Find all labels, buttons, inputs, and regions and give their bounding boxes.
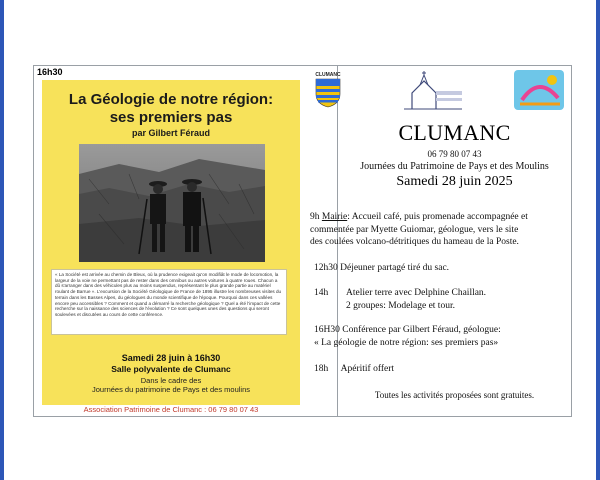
schedule-text: Apéritif offert <box>340 364 394 374</box>
schedule-line: des coulées volcano-détritiques du hameau de la Poste. <box>310 237 519 247</box>
poster-frame-line-1: Dans le cadre des <box>140 376 202 385</box>
schedule-text: Déjeuner partagé tiré du sac. <box>340 263 450 273</box>
footer-note: Toutes les activités proposées sont gratuites. <box>374 390 535 400</box>
jpp-logo-icon <box>514 70 564 110</box>
schedule-item-lunch <box>314 262 564 275</box>
schedule-text: : Accueil café, puis promenade accompagnée et <box>347 212 528 222</box>
schedule-line: 2 groupes: Modelage et tour. <box>346 300 455 311</box>
poster-association: Association Patrimoine de Clumanc : 06 79 80 07 43 <box>83 405 259 414</box>
page-frame-left <box>0 0 4 480</box>
schedule-time: 12h30 <box>314 263 338 273</box>
event-date: Samedi 28 juin 2025 <box>396 174 513 189</box>
church-logo-icon <box>400 71 466 111</box>
schedule-time: 14h <box>314 288 329 298</box>
poster-frame-line-2: Journées du patrimoine de Pays et des moulins <box>91 385 250 394</box>
page-frame-right <box>596 0 600 480</box>
schedule-time: 9h <box>310 212 320 222</box>
schedule-place: Mairie <box>321 212 348 222</box>
schedule-time: 18h <box>314 364 329 374</box>
crest-shield-icon <box>314 78 342 108</box>
schedule-item-workshop <box>346 287 566 312</box>
contact-phone: 06 79 80 07 43 <box>427 149 482 159</box>
conference-poster <box>42 80 300 414</box>
poster-author: par Gilbert Féraud <box>131 128 211 138</box>
poster-venue: Salle polyvalente de Clumanc <box>111 364 231 374</box>
schedule-line: commentée par Myette Guiomar, géologue, vers le site <box>310 224 519 235</box>
schedule-line: Atelier terre avec Delphine Chaillan. <box>346 288 487 298</box>
schedule-item-conference <box>314 324 568 349</box>
event-name: Journées du Patrimoine de Pays et des Moulins <box>360 161 549 172</box>
poster-title-line-1: La Géologie de notre région: <box>68 91 274 108</box>
clumanc-crest-title: CLUMANC <box>315 72 341 78</box>
poster-title <box>42 91 300 127</box>
poster-quote: « La Société est arrivée au chemin de Bleux, où la prudence exigeait qu'on modifiât le mode de locomotion, la largeur de la voie ne permettant pas de rester dans des omnibus ou autres voitures à quatre roues. Chacun a dû s'arranger dans des véhicules plus au moins suspendus, représentant le plus grande partie au matériel roulant de Barrue ». L'excursion de la Société Géologique de France de 1895 illustre les nombreuses visites du terrain dans les Basses Alpes, du géologues du monde scientifique de l'époque. Pourquoi dans ces vallées encore peu accessibles ? Comment et quand a démarré la recherche géologique ? Quel a été l'impact de cette recherche sur la naissance des sciences de l'évolution ? Ce sont quelques unes des questions qui seront soulevées et discutées au cours de cette conférence. <box>51 269 287 335</box>
poster-title-line-2: ses premiers pas <box>109 109 233 126</box>
schedule-line <box>310 211 568 224</box>
page-title: CLUMANC <box>398 120 511 145</box>
historic-photo <box>79 144 265 262</box>
schedule-item-morning <box>310 211 568 249</box>
schedule-item-aperitif <box>314 363 564 376</box>
clumanc-crest <box>314 72 342 108</box>
schedule-line: « La géologie de notre région: ses premiers pas» <box>314 337 499 348</box>
flyer-document <box>33 65 572 417</box>
poster-date: Samedi 28 juin à 16h30 <box>121 353 221 363</box>
schedule-line: 16H30 Conférence par Gilbert Féraud, géologue: <box>314 325 501 335</box>
time-label: 16h30 <box>37 67 63 77</box>
